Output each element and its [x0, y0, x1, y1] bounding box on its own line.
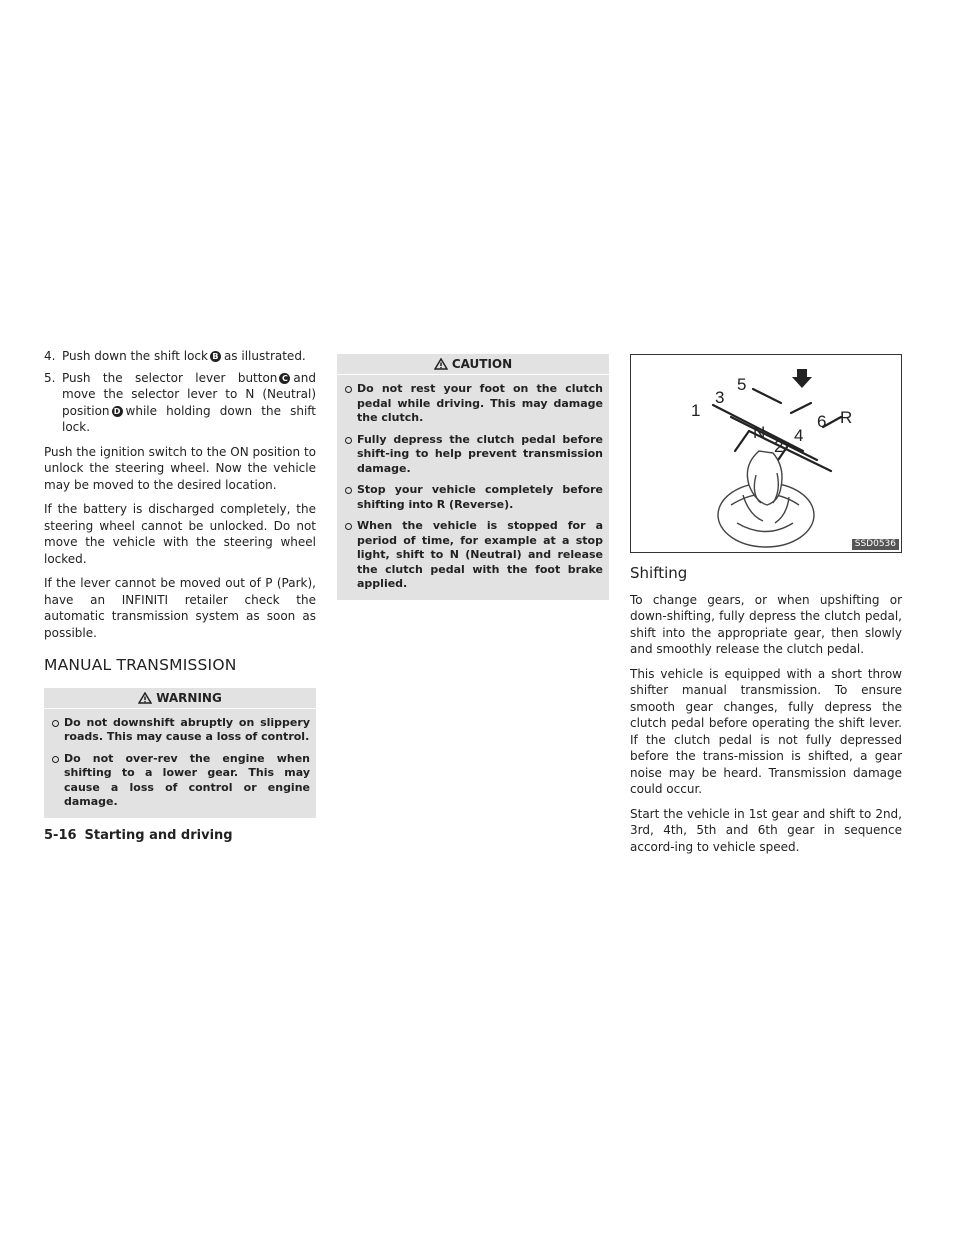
gear-label-4: 4 [794, 426, 804, 445]
push-down-arrow-icon [792, 369, 812, 388]
step-text: Push the selector lever button [62, 370, 278, 385]
gear-label-5: 5 [737, 375, 747, 394]
middle-column [337, 348, 609, 600]
caution-header [337, 354, 609, 375]
warning-triangle-icon [434, 358, 448, 370]
warning-item: Do not downshift abruptly on slippery roads. This may cause a loss of control. [50, 716, 310, 745]
caution-box [337, 354, 609, 600]
gear-label-r: R [840, 408, 853, 427]
gear-label-6: 6 [817, 412, 827, 431]
right-column [630, 348, 902, 863]
footer-section-title: Starting and driving [84, 828, 233, 843]
left-column [44, 348, 316, 818]
page-number: 5-16 [44, 828, 77, 843]
step-text: and move the selector lever to N (Neutral) position [62, 370, 316, 418]
gear-label-3: 3 [715, 388, 725, 407]
caution-item: Stop your vehicle completely before shifting into R (Reverse). [343, 483, 603, 512]
gear-label-2: 2 [774, 437, 784, 456]
warning-triangle-icon [138, 692, 152, 704]
gear-label-n: N [753, 423, 766, 442]
paragraph: Start the vehicle in 1st gear and shift to 2nd, 3rd, 4th, 5th and 6th gear in sequence accord-ing to vehicle speed. [630, 806, 902, 854]
paragraph: To change gears, or when upshifting or down-shifting, fully depress the clutch pedal, shift into the appropriate gear, then slowly and smoothly release the clutch pedal. [630, 592, 902, 656]
paragraph: If the lever cannot be moved out of P (Park), have an INFINITI retailer check the automatic transmission system as soon as possible. [44, 576, 316, 640]
shift-pattern-illustration [631, 355, 901, 552]
step-text: Push down the shift lock [62, 349, 208, 363]
paragraph: This vehicle is equipped with a short throw shifter manual transmission. To ensure smooth gear changes, fully depress the clutch pedal before operating the shift lever. If the clutch pedal is not fully depressed before the trans-mission is shifted, a gear noise may be heard. Transmission damage could occur. [630, 666, 902, 796]
caution-body [337, 375, 609, 600]
warning-item: Do not over-rev the engine when shifting to a lower gear. This may cause a loss of control or engine damage. [50, 752, 310, 810]
warning-title: WARNING [156, 690, 222, 705]
step-number: 4. [44, 349, 56, 363]
marker-d-icon: D [112, 406, 123, 417]
step-4 [44, 348, 316, 365]
figure-code: SSD0536 [852, 539, 899, 550]
marker-c-icon: C [279, 373, 290, 384]
page-footer [44, 828, 233, 845]
caution-item: Fully depress the clutch pedal before shift-ing to help prevent transmission damage. [343, 433, 603, 477]
instruction-steps [44, 348, 316, 436]
warning-box [44, 688, 316, 818]
caution-item: Do not rest your foot on the clutch pedal while driving. This may damage the clutch. [343, 382, 603, 426]
step-text: as illustrated. [223, 349, 306, 363]
warning-body [44, 709, 316, 818]
paragraph: Push the ignition switch to the ON position to unlock the steering wheel. Now the vehicle may be moved to the desired location. [44, 444, 316, 492]
caution-title: CAUTION [451, 357, 513, 371]
warning-header [44, 688, 316, 709]
step-5 [44, 370, 316, 436]
paragraph: If the battery is discharged completely, the steering wheel cannot be unlocked. Do not move the vehicle with the steering wheel locked. [44, 502, 316, 566]
subheading: Shifting [630, 564, 688, 582]
gear-label-1: 1 [691, 401, 701, 420]
step-number: 5. [44, 370, 56, 385]
section-title: MANUAL TRANSMISSION [44, 656, 237, 674]
marker-b-icon: B [210, 351, 221, 362]
step-text: while holding down the shift lock. [62, 403, 316, 434]
caution-item: When the vehicle is stopped for a period of time, for example at a stop light, shift to N (Neutral) and release the clutch pedal with the foot brake applied. [343, 519, 603, 592]
shift-pattern-figure [630, 354, 902, 553]
